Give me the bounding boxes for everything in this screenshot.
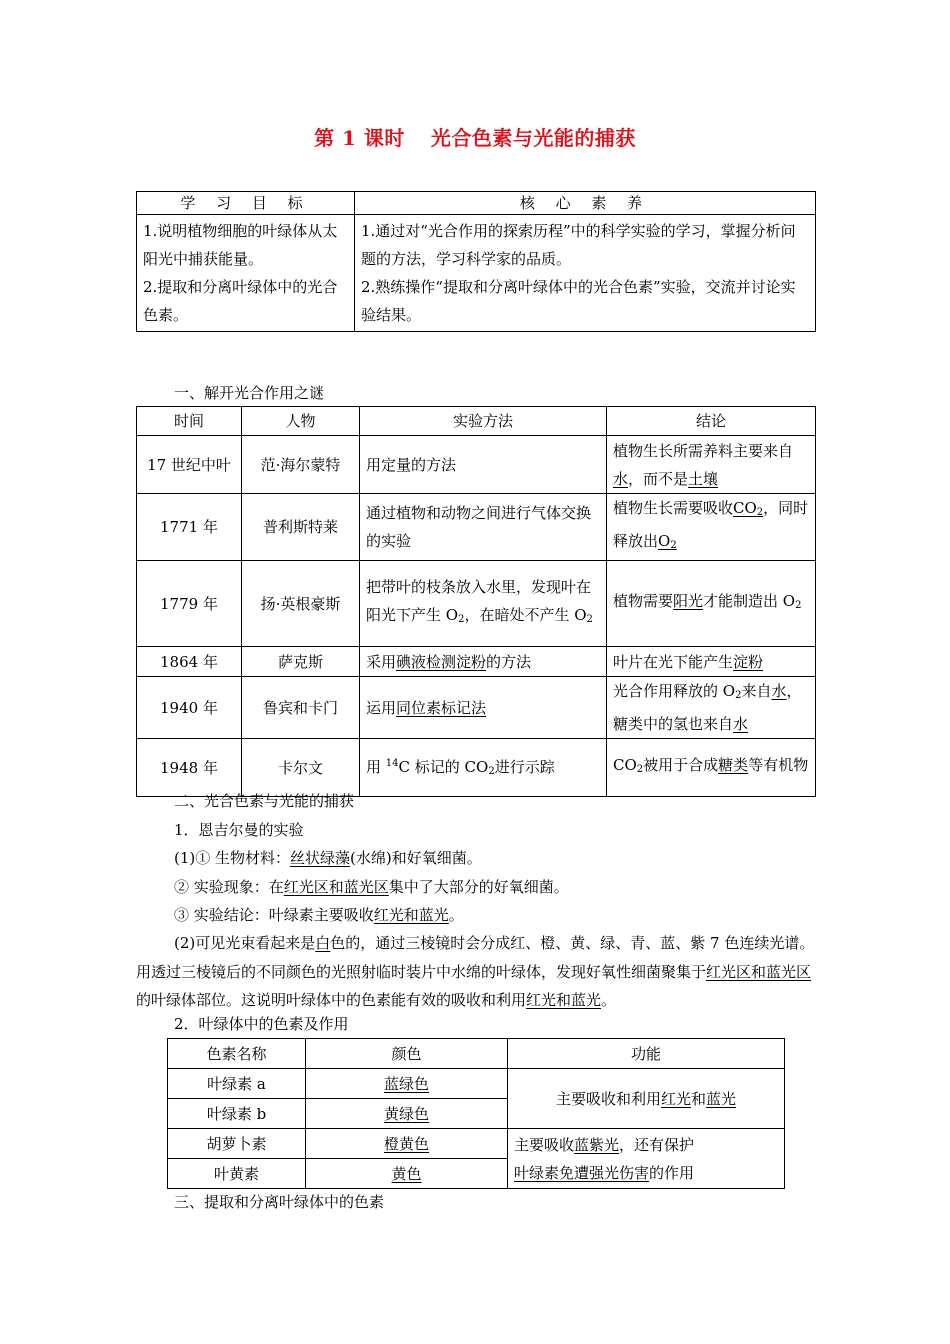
- table-row: [137, 739, 816, 797]
- section-heading-2: 二、光合色素与光能的捕获: [174, 792, 355, 810]
- literacy-header: 核 心 素 养: [355, 192, 816, 215]
- pigment-color-cell: 黄绿色: [306, 1099, 508, 1129]
- pigment-name-cell: 叶绿素 a: [168, 1069, 306, 1099]
- person-cell: 范·海尔蒙特: [242, 436, 360, 494]
- pigment-name-cell: 胡萝卜素: [168, 1129, 306, 1159]
- table-row: [137, 647, 816, 677]
- goal-item: 2.提取和分离叶绿体中的光合色素。: [143, 278, 338, 324]
- method-cell: 用定量的方法: [360, 436, 607, 494]
- col-method: 实验方法: [360, 407, 607, 436]
- pigment-color-cell: 橙黄色: [306, 1129, 508, 1159]
- paragraph-spectrum: (2)可见光束看起来是白色的，通过三棱镜时会分成红、橙、黄、绿、青、蓝、紫 7 色连续光谱。用透过三棱镜后的不同颜色的光照射临时装片中水绵的叶绿体，发现好氧性细菌聚集于红光区和蓝光区的叶绿体部位。这说明叶绿体中的色素能有效的吸收和利用红光和蓝光。: [136, 934, 815, 1009]
- table-row: [137, 436, 816, 494]
- method-cell: 用 $^{14}$C 标记的 $CO_2$进行示踪: [360, 739, 607, 797]
- goal-item: 1.说明植物细胞的叶绿体从太阳光中捕获能量。: [143, 222, 338, 268]
- col-color: 颜色: [306, 1039, 508, 1069]
- time-cell: 1779 年: [137, 561, 242, 647]
- col-conclusion: 结论: [607, 407, 816, 436]
- table-row: [137, 494, 816, 561]
- table-row: [137, 677, 816, 739]
- goals-header: 学 习 目 标: [137, 192, 355, 215]
- subheading-pigments: 2．叶绿体中的色素及作用: [174, 1015, 349, 1033]
- literacy-item: 2.熟练操作“提取和分离叶绿体中的光合色素”实验，交流并讨论实验结果。: [361, 278, 796, 324]
- section-heading-3: 三、提取和分离叶绿体中的色素: [174, 1193, 385, 1211]
- col-pigment-name: 色素名称: [168, 1039, 306, 1069]
- person-cell: 萨克斯: [242, 647, 360, 677]
- history-table: [136, 406, 816, 797]
- conclusion-cell: 植物生长所需养料主要来自水，而不是土壤: [607, 436, 816, 494]
- col-function: 功能: [508, 1039, 785, 1069]
- person-cell: 普利斯特莱: [242, 494, 360, 561]
- method-cell: 通过植物和动物之间进行气体交换的实验: [360, 494, 607, 561]
- section-heading-1: 一、解开光合作用之谜: [174, 384, 325, 402]
- conclusion-cell: 植物生长需要吸收$CO_2$，同时释放出$O_2$: [607, 494, 816, 561]
- conclusion-cell: 光合作用释放的 $O_2$来自水，糖类中的氢也来自水: [607, 677, 816, 739]
- pigment-function-cell: 主要吸收蓝紫光，还有保护 叶绿素免遭强光伤害的作用: [508, 1129, 785, 1189]
- pigment-name-cell: 叶绿素 b: [168, 1099, 306, 1129]
- paragraph-material: (1)① 生物材料：丝状绿藻(水绵)和好氧细菌。: [174, 849, 482, 867]
- pigment-name-cell: 叶黄素: [168, 1159, 306, 1189]
- pigment-function-cell: 主要吸收和利用红光和蓝光: [508, 1069, 785, 1129]
- goals-cell: [137, 215, 355, 332]
- table-row: [168, 1129, 785, 1159]
- table-row: [137, 561, 816, 647]
- conclusion-cell: $CO_2$被用于合成糖类等有机物: [607, 739, 816, 797]
- method-cell: 采用碘液检测淀粉的方法: [360, 647, 607, 677]
- time-cell: 17 世纪中叶: [137, 436, 242, 494]
- pigment-table: [167, 1038, 785, 1189]
- pigment-color-cell: 蓝绿色: [306, 1069, 508, 1099]
- lesson-title: 光合色素与光能的捕获: [430, 126, 636, 150]
- paragraph-phenomenon: ② 实验现象：在红光区和蓝光区集中了大部分的好氧细菌。: [174, 878, 569, 896]
- person-cell: 扬·英根豪斯: [242, 561, 360, 647]
- time-cell: 1864 年: [137, 647, 242, 677]
- subheading-engelmann: 1．恩吉尔曼的实验: [174, 821, 304, 839]
- paragraph-conclusion: ③ 实验结论：叶绿素主要吸收红光和蓝光。: [174, 906, 464, 924]
- table-row: [168, 1069, 785, 1099]
- time-cell: 1940 年: [137, 677, 242, 739]
- conclusion-cell: 叶片在光下能产生淀粉: [607, 647, 816, 677]
- method-cell: 把带叶的枝条放入水里，发现叶在阳光下产生 $O_2$，在暗处不产生 $O_2$: [360, 561, 607, 647]
- goals-table: [136, 191, 816, 332]
- person-cell: 鲁宾和卡门: [242, 677, 360, 739]
- literacy-item: 1.通过对“光合作用的探索历程”中的科学实验的学习，掌握分析问题的方法，学习科学家的品质。: [361, 222, 796, 268]
- col-time: 时间: [137, 407, 242, 436]
- col-person: 人物: [242, 407, 360, 436]
- lesson-number: 第 1 课时: [314, 126, 405, 150]
- person-cell: 卡尔文: [242, 739, 360, 797]
- time-cell: 1771 年: [137, 494, 242, 561]
- page-title: [0, 122, 950, 151]
- literacy-cell: [355, 215, 816, 332]
- time-cell: 1948 年: [137, 739, 242, 797]
- method-cell: 运用同位素标记法: [360, 677, 607, 739]
- pigment-color-cell: 黄色: [306, 1159, 508, 1189]
- conclusion-cell: 植物需要阳光才能制造出 $O_2$: [607, 561, 816, 647]
